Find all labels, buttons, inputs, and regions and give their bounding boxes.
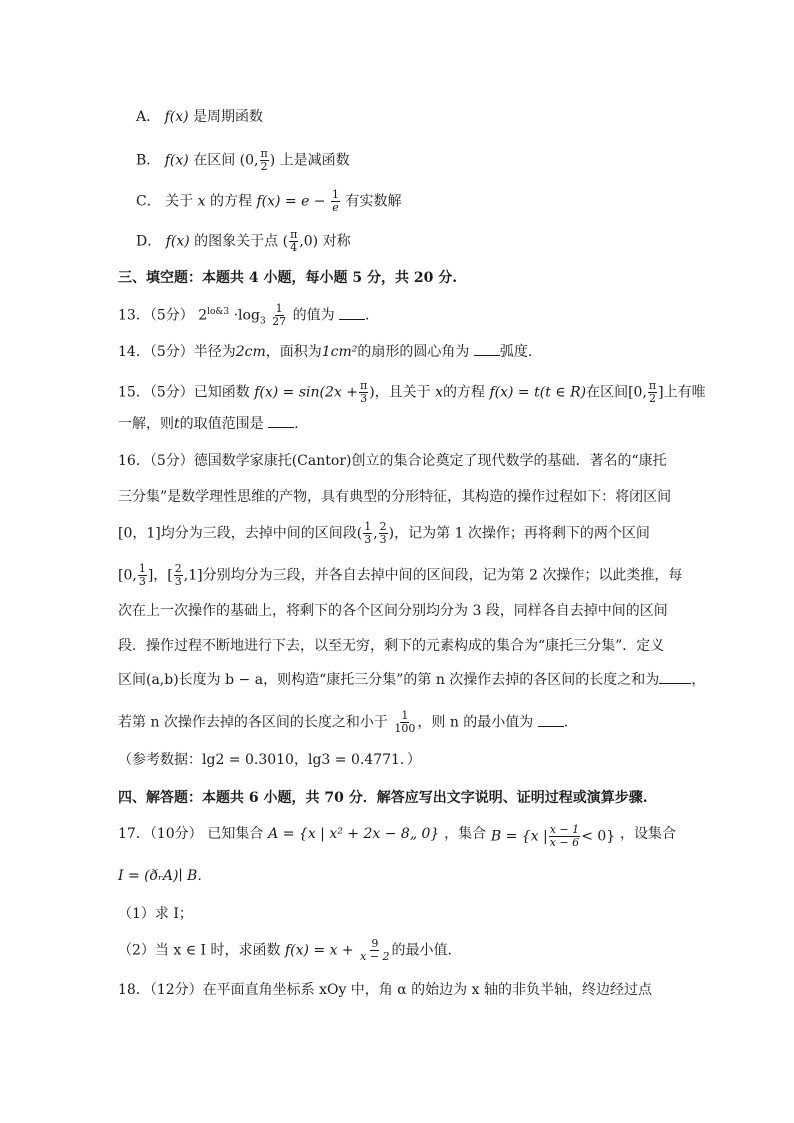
question-text: ，面积为 (265, 344, 322, 360)
question-text: ，集合 (444, 826, 487, 842)
log-base: 3 (259, 316, 266, 327)
question-text: 的最小值. (391, 942, 452, 959)
fraction-numerator: π (359, 379, 368, 392)
interval-close: ) (269, 152, 276, 169)
option-label: D． (136, 233, 162, 250)
question-17-part-2 (118, 938, 452, 963)
reference-data: （参考数据：lg2 = 0.3010，lg3 = 0.4771．） (118, 752, 421, 768)
fraction-denominator: 2 (260, 160, 268, 173)
question-17-line-2 (118, 866, 211, 886)
question-text: ]，[ (147, 567, 173, 584)
question-text: 的方程 (443, 384, 486, 401)
question-number: 13．（5分） (118, 307, 194, 324)
fraction (331, 189, 340, 214)
area-value: 1cm² (321, 344, 358, 360)
question-end: ， (691, 672, 706, 688)
question-text: 已知集合 (207, 826, 264, 842)
option-text: 上是减函数 (279, 152, 350, 169)
fraction-numerator: 1 (275, 302, 283, 316)
question-15 (118, 380, 706, 405)
question-text: 一解，则 (118, 416, 174, 432)
question-text: [0，1]均分为三段，去掉中间的区间段( (118, 525, 363, 542)
option-text: 在区间 (193, 152, 236, 169)
expression-log: ·log (233, 307, 260, 324)
comma: , (373, 525, 378, 542)
set-b-end: < 0} (581, 828, 616, 845)
section-3-title: 三、填空题：本题共 4 小题，每小题 5 分，共 20 分. (118, 270, 458, 286)
set-i-definition: I = (ðᵣA)∣ B． (118, 868, 212, 884)
set-b-start: B = {x | (490, 828, 548, 845)
option-label: A． (136, 109, 161, 125)
option-a (136, 107, 263, 127)
question-16-line-1: 16．（5分）德国数学家康托(Cantor)创立的集合论奠定了现代数学的基础．著名的“康托 (118, 453, 667, 469)
option-c (136, 189, 401, 214)
question-13 (118, 302, 369, 331)
fraction-numerator: 2 (174, 562, 182, 575)
question-text: 若第 n 次操作去掉的各区间的长度之和小于 (118, 714, 388, 731)
fraction (271, 303, 287, 328)
equation: f(x) = t(t ∈ R) (489, 384, 587, 401)
question-14 (118, 342, 532, 362)
option-b (136, 148, 350, 173)
question-text: 的扇形的圆心角为 (357, 344, 470, 360)
question-16-line-5: 次在上一次操作的基础上，将剩下的各个区间分别均分为 3 段，同样各自去掉中间的区间 (118, 603, 668, 619)
fraction-denominator: 3 (364, 533, 372, 546)
fraction-numerator: x − 1 (549, 823, 580, 836)
paren-close: ) (369, 384, 375, 401)
answer-blank[interactable] (474, 343, 500, 356)
fraction-numerator: 1 (332, 188, 339, 201)
fraction (393, 710, 416, 735)
answer-blank[interactable] (268, 415, 294, 428)
fraction-denominator: e (332, 201, 339, 214)
question-text: 半径为 (193, 344, 236, 360)
question-16-line-6: 段．操作过程不断地进行下去，以至无穷，剩下的元素构成的集合为“康托三分集”．定义 (118, 638, 665, 654)
question-text: )，记为第 1 次操作；再将剩下的两个区间 (388, 525, 650, 542)
question-17 (118, 824, 676, 849)
variable: x (197, 193, 206, 210)
radius-value: 2cm (235, 344, 266, 360)
fraction-denominator: x − 2 (360, 950, 390, 963)
fraction-numerator: 1 (364, 520, 372, 533)
question-text: （2）当 x ∈ I 时，求函数 (118, 942, 281, 959)
question-17-line-1 (118, 824, 676, 849)
function-symbol: f(x) (164, 109, 189, 125)
function-expression: f(x) = sin(2x + (254, 384, 358, 401)
question-end: 弧度. (499, 344, 533, 360)
fraction-numerator: 9 (371, 937, 379, 950)
fraction-denominator: 3 (174, 575, 182, 588)
option-text: 是周期函数 (193, 109, 264, 125)
option-d (136, 229, 351, 254)
expression-exponent: lo&3 (207, 307, 230, 317)
fraction (363, 521, 372, 546)
question-18: 18．（12分）在平面直角坐标系 xOy 中，角 α 的始边为 x 轴的非负半轴，终边经过点 (118, 982, 652, 998)
option-text: 有实数解 (345, 193, 402, 210)
question-text: 已知函数 (193, 384, 250, 401)
question-text: 在区间 (586, 384, 629, 401)
question-number: 17．（10分） (118, 826, 203, 842)
question-16-line-8 (118, 710, 568, 735)
fraction-denominator: 2 (649, 392, 657, 405)
fraction (549, 824, 580, 849)
question-number: 14．（5分） (118, 344, 194, 360)
question-number: 15．（5分） (118, 384, 194, 401)
paren-close: ,0) (299, 233, 319, 250)
question-16-line-4 (118, 563, 682, 588)
interval-close: ] (658, 384, 664, 401)
fraction-denominator: x − 6 (549, 836, 580, 849)
fraction (260, 148, 269, 173)
option-text: 的方程 (209, 193, 252, 210)
option-text: 对称 (322, 233, 351, 250)
variable: t (174, 416, 180, 432)
question-end: . (365, 307, 370, 324)
question-text: 的值为 (292, 307, 335, 324)
fraction (289, 229, 298, 254)
set-b (491, 824, 615, 849)
option-label: B． (136, 152, 161, 169)
set-a: A = {x | x² + 2x − 8„ 0} (268, 826, 440, 842)
question-text: ，则 n 的最小值为 (417, 714, 534, 731)
interval-open: (0, (239, 152, 259, 169)
question-text: 的取值范围是 (179, 416, 264, 432)
question-15-line-2 (118, 414, 299, 434)
fraction (648, 380, 657, 405)
question-text: 区间(a,b)长度为 b − a，则构造“康托三分集”的第 n 次操作去掉的各区间的长度之和为 (118, 672, 660, 688)
question-16-line-2: 三分集”是数学理性思维的产物，具有典型的分形特征，其构造的操作过程如下：将闭区间 (118, 489, 672, 505)
question-16-line-7 (118, 670, 705, 690)
variable: x (435, 384, 444, 401)
fraction-numerator: π (290, 228, 298, 241)
fraction (359, 380, 368, 405)
fraction-denominator: 4 (290, 241, 298, 254)
function-symbol: f(x) (165, 233, 190, 250)
question-text: ,1]分别均分为三段，并各自去掉中间的区间段，记为第 2 次操作；以此类推，每 (183, 567, 683, 584)
question-text: ，设集合 (619, 826, 676, 842)
fraction-denominator: 100 (394, 722, 416, 735)
question-17-part-1: （1）求 I； (118, 906, 193, 922)
fraction-denominator: 3 (138, 575, 146, 588)
fraction-numerator: π (260, 147, 268, 160)
option-text: 关于 (165, 193, 194, 210)
fraction-numerator: π (648, 379, 657, 392)
option-text: 的图象关于点 (194, 233, 279, 250)
paren-open: ( (282, 233, 289, 250)
answer-blank[interactable] (659, 671, 691, 684)
question-text: 上有唯 (663, 384, 706, 401)
fraction (174, 563, 183, 588)
question-end: . (563, 714, 569, 731)
question-end: . (294, 416, 299, 432)
answer-blank[interactable] (339, 307, 365, 320)
fraction-numerator: 2 (379, 520, 387, 533)
fraction-denominator: 27 (272, 315, 287, 329)
fraction (138, 563, 147, 588)
equation: f(x) = e − (256, 193, 326, 210)
fraction (379, 521, 388, 546)
question-text: [0, (118, 567, 137, 584)
fraction (359, 938, 390, 963)
function-symbol: f(x) (164, 152, 189, 169)
option-label: C． (136, 193, 161, 210)
function-expression: f(x) = x + (284, 942, 354, 959)
answer-blank[interactable] (538, 714, 564, 727)
fraction-numerator: 1 (138, 562, 146, 575)
fraction-denominator: 3 (360, 392, 368, 405)
expression-base: 2 (198, 307, 208, 324)
section-4-title: 四、解答题：本题共 6 小题，共 70 分．解答应写出文字说明、证明过程或演算步骤. (118, 790, 648, 806)
question-16-line-3 (118, 521, 650, 546)
interval-open: [0, (628, 384, 647, 401)
fraction-denominator: 3 (379, 533, 387, 546)
question-text: ，且关于 (374, 384, 431, 401)
fraction-numerator: 1 (401, 709, 409, 722)
